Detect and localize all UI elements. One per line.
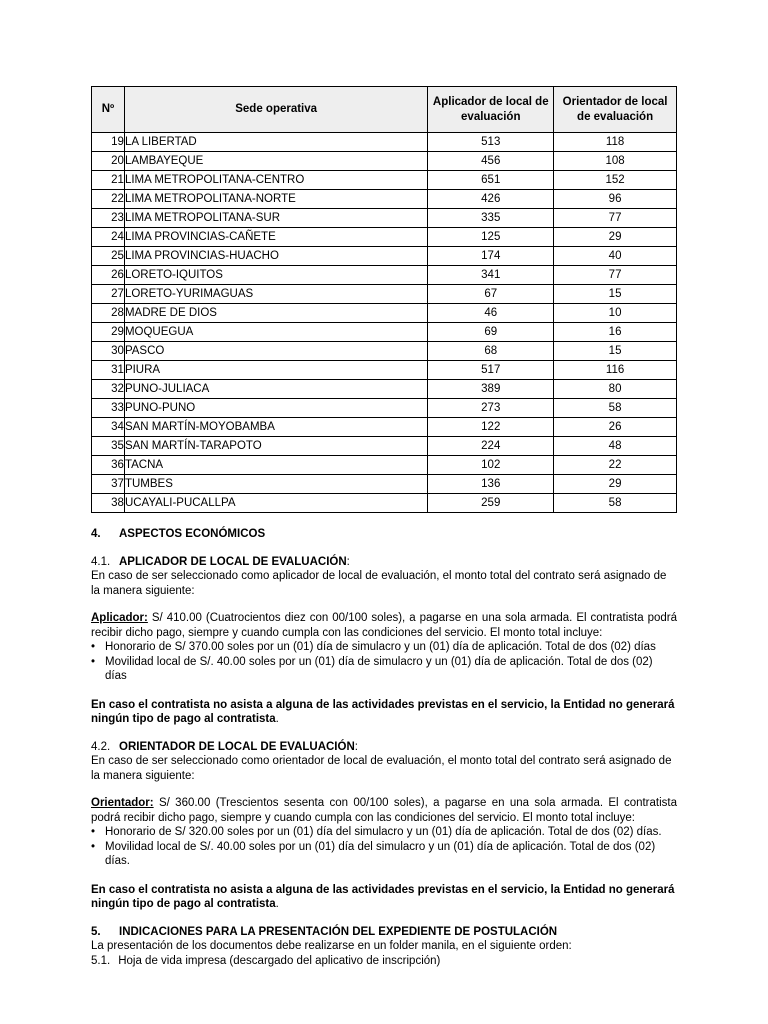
cell-aplicador: 69 <box>428 323 554 342</box>
cell-sede: TACNA <box>124 456 427 475</box>
cell-aplicador: 341 <box>428 266 554 285</box>
cell-aplicador: 513 <box>428 133 554 152</box>
table-row <box>92 456 677 475</box>
cell-aplicador: 102 <box>428 456 554 475</box>
table-row <box>92 152 677 171</box>
cell-orientador: 29 <box>554 475 677 494</box>
cell-sede: LIMA METROPOLITANA-NORTE <box>124 190 427 209</box>
cell-num: 33 <box>92 399 125 418</box>
section-5-heading <box>91 925 677 940</box>
cell-num: 30 <box>92 342 125 361</box>
header-aplicador <box>428 87 554 133</box>
section-4-2-heading <box>91 740 677 755</box>
cell-sede: LORETO-YURIMAGUAS <box>124 285 427 304</box>
cell-sede: LIMA METROPOLITANA-SUR <box>124 209 427 228</box>
cell-orientador: 40 <box>554 247 677 266</box>
cell-num: 22 <box>92 190 125 209</box>
cell-aplicador: 273 <box>428 399 554 418</box>
cell-orientador: 48 <box>554 437 677 456</box>
cell-num: 20 <box>92 152 125 171</box>
cell-sede: UCAYALI-PUCALLPA <box>124 494 427 513</box>
orientador-label: Orientador: <box>91 797 154 809</box>
table-row <box>92 475 677 494</box>
orientador-warning <box>91 883 677 912</box>
section-4-1-heading <box>91 555 677 570</box>
table-row <box>92 437 677 456</box>
section-5-1-text: Hoja de vida impresa (descargado del aplicativo de inscripción) <box>118 954 441 967</box>
orientador-bullet-1: Honorario de S/ 320.00 soles por un (01) día del simulacro y un (01) día de aplicación. Total de dos (02) días. <box>105 826 662 838</box>
table-row <box>92 247 677 266</box>
section-4-2-title: ORIENTADOR DE LOCAL DE EVALUACIÓN <box>119 740 355 753</box>
cell-orientador: 29 <box>554 228 677 247</box>
section-5-1-number: 5.1. <box>91 954 111 967</box>
section-4-2-colon: : <box>354 740 358 753</box>
table-row <box>92 323 677 342</box>
cell-num: 27 <box>92 285 125 304</box>
aplicador-label: Aplicador: <box>91 612 148 624</box>
table-row <box>92 228 677 247</box>
cell-num: 19 <box>92 133 125 152</box>
section-4-1-number: 4.1. <box>91 555 111 568</box>
header-num: Nº <box>92 87 125 133</box>
cell-num: 36 <box>92 456 125 475</box>
cell-orientador: 152 <box>554 171 677 190</box>
aplicador-warning-text: En caso el contratista no asista a alguna de las actividades previstas en el servicio, la Entidad no generará ningún tipo de pago al contratista <box>91 698 675 725</box>
section-4-number: 4. <box>91 528 101 540</box>
table-row <box>92 494 677 513</box>
section-5-title: INDICACIONES PARA LA PRESENTACIÓN DEL EXPEDIENTE DE POSTULACIÓN <box>119 925 558 938</box>
section-4-title: ASPECTOS ECONÓMICOS <box>119 528 266 540</box>
cell-orientador: 116 <box>554 361 677 380</box>
cell-aplicador: 46 <box>428 304 554 323</box>
table-body <box>92 133 677 513</box>
section-5-1-item <box>91 954 677 969</box>
bullet-icon: • <box>91 641 96 653</box>
header-aplicador-line1: Aplicador de local de <box>432 95 549 108</box>
list-item <box>91 840 677 869</box>
cell-orientador: 77 <box>554 209 677 228</box>
table-row <box>92 304 677 323</box>
cell-aplicador: 224 <box>428 437 554 456</box>
cell-sede: LA LIBERTAD <box>124 133 427 152</box>
cell-sede: SAN MARTÍN-MOYOBAMBA <box>124 418 427 437</box>
cell-sede: PIURA <box>124 361 427 380</box>
cell-aplicador: 122 <box>428 418 554 437</box>
header-orientador <box>554 87 677 133</box>
section-4-heading <box>91 527 677 542</box>
aplicador-bullet-2: Movilidad local de S/. 40.00 soles por un (01) día de simulacro y un (01) día de aplicación. Total de dos (02) días <box>105 655 653 682</box>
cell-orientador: 10 <box>554 304 677 323</box>
cell-num: 38 <box>92 494 125 513</box>
orientador-warning-text: En caso el contratista no asista a alguna de las actividades previstas en el servicio, la Entidad no generará ningún tipo de pago al contratista <box>91 883 675 910</box>
cell-aplicador: 651 <box>428 171 554 190</box>
orientador-amount-text: S/ 360.00 (Trescientos sesenta con 00/100 soles), a pagarse en una sola armada. El contratista podrá recibir dicho pago, siempre y cuando cumpla con las condiciones del servicio. El monto total incluye: <box>91 797 677 824</box>
list-item <box>91 655 677 684</box>
cell-aplicador: 136 <box>428 475 554 494</box>
cell-sede: MADRE DE DIOS <box>124 304 427 323</box>
table-row <box>92 209 677 228</box>
orientador-bullet-list <box>91 825 677 869</box>
orientador-amount <box>91 796 677 825</box>
cell-sede: MOQUEGUA <box>124 323 427 342</box>
cell-orientador: 58 <box>554 494 677 513</box>
cell-orientador: 118 <box>554 133 677 152</box>
cell-orientador: 96 <box>554 190 677 209</box>
section-4-1-title: APLICADOR DE LOCAL DE EVALUACIÓN <box>119 555 347 568</box>
cell-aplicador: 456 <box>428 152 554 171</box>
section-5-intro: La presentación de los documentos debe realizarse en un folder manila, en el siguiente orden: <box>91 940 572 952</box>
cell-sede: LIMA PROVINCIAS-CAÑETE <box>124 228 427 247</box>
cell-aplicador: 68 <box>428 342 554 361</box>
bullet-icon: • <box>91 826 96 838</box>
aplicador-warning <box>91 698 677 727</box>
cell-aplicador: 389 <box>428 380 554 399</box>
cell-num: 26 <box>92 266 125 285</box>
orientador-bullet-2: Movilidad local de S/. 40.00 soles por un (01) día del simulacro y un (01) día de aplicación. Total de dos (02) días. <box>105 840 656 867</box>
aplicador-amount <box>91 611 677 640</box>
cell-orientador: 15 <box>554 285 677 304</box>
table-row <box>92 266 677 285</box>
aplicador-bullet-1: Honorario de S/ 370.00 soles por un (01) día de simulacro y un (01) día de aplicación. Total de dos (02) días <box>105 641 656 653</box>
cell-aplicador: 259 <box>428 494 554 513</box>
cell-orientador: 108 <box>554 152 677 171</box>
cell-orientador: 77 <box>554 266 677 285</box>
section-4-2-number: 4.2. <box>91 740 111 753</box>
cell-orientador: 16 <box>554 323 677 342</box>
cell-num: 29 <box>92 323 125 342</box>
cell-orientador: 22 <box>554 456 677 475</box>
cell-num: 21 <box>92 171 125 190</box>
section-5-number: 5. <box>91 925 101 938</box>
cell-num: 34 <box>92 418 125 437</box>
cell-num: 24 <box>92 228 125 247</box>
section-4-2-intro: En caso de ser seleccionado como orientador de local de evaluación, el monto total del contrato será asignado de la manera siguiente: <box>91 755 672 782</box>
cell-aplicador: 67 <box>428 285 554 304</box>
table-row <box>92 418 677 437</box>
cell-num: 25 <box>92 247 125 266</box>
cell-aplicador: 125 <box>428 228 554 247</box>
cell-sede: LAMBAYEQUE <box>124 152 427 171</box>
table-row <box>92 342 677 361</box>
cell-sede: PUNO-JULIACA <box>124 380 427 399</box>
sedes-table <box>91 86 677 513</box>
cell-num: 35 <box>92 437 125 456</box>
orientador-warning-end: . <box>275 898 279 910</box>
header-sede: Sede operativa <box>124 87 427 133</box>
header-orientador-line1: Orientador de local <box>562 95 668 108</box>
section-4-1-colon: : <box>346 555 350 568</box>
cell-aplicador: 174 <box>428 247 554 266</box>
table-header-row <box>92 87 677 133</box>
section-4-1-intro: En caso de ser seleccionado como aplicador de local de evaluación, el monto total del contrato será asignado de la manera siguiente: <box>91 570 667 597</box>
cell-sede: PUNO-PUNO <box>124 399 427 418</box>
cell-sede: TUMBES <box>124 475 427 494</box>
aplicador-warning-end: . <box>275 713 279 725</box>
bullet-icon: • <box>91 840 96 853</box>
bullet-icon: • <box>91 655 96 668</box>
cell-sede: SAN MARTÍN-TARAPOTO <box>124 437 427 456</box>
table-row <box>92 190 677 209</box>
table-row <box>92 399 677 418</box>
cell-sede: LORETO-IQUITOS <box>124 266 427 285</box>
cell-orientador: 15 <box>554 342 677 361</box>
aplicador-amount-text: S/ 410.00 (Cuatrocientos diez con 00/100 soles), a pagarse en una sola armada. El contratista podrá recibir dicho pago, siempre y cuando cumpla con las condiciones del servicio. El monto total incluye: <box>91 612 677 639</box>
cell-num: 32 <box>92 380 125 399</box>
list-item <box>91 640 677 655</box>
cell-num: 31 <box>92 361 125 380</box>
cell-orientador: 26 <box>554 418 677 437</box>
cell-aplicador: 426 <box>428 190 554 209</box>
table-row <box>92 171 677 190</box>
table-row <box>92 380 677 399</box>
header-orientador-line2: de evaluación <box>577 110 654 123</box>
header-aplicador-line2: evaluación <box>461 110 521 123</box>
cell-num: 37 <box>92 475 125 494</box>
economic-aspects-text <box>91 527 677 968</box>
list-item <box>91 825 677 840</box>
cell-orientador: 58 <box>554 399 677 418</box>
cell-orientador: 80 <box>554 380 677 399</box>
cell-aplicador: 517 <box>428 361 554 380</box>
table-row <box>92 133 677 152</box>
cell-aplicador: 335 <box>428 209 554 228</box>
aplicador-bullet-list <box>91 640 677 684</box>
cell-sede: LIMA METROPOLITANA-CENTRO <box>124 171 427 190</box>
cell-num: 28 <box>92 304 125 323</box>
table-row <box>92 285 677 304</box>
cell-sede: PASCO <box>124 342 427 361</box>
table-row <box>92 361 677 380</box>
cell-sede: LIMA PROVINCIAS-HUACHO <box>124 247 427 266</box>
cell-num: 23 <box>92 209 125 228</box>
